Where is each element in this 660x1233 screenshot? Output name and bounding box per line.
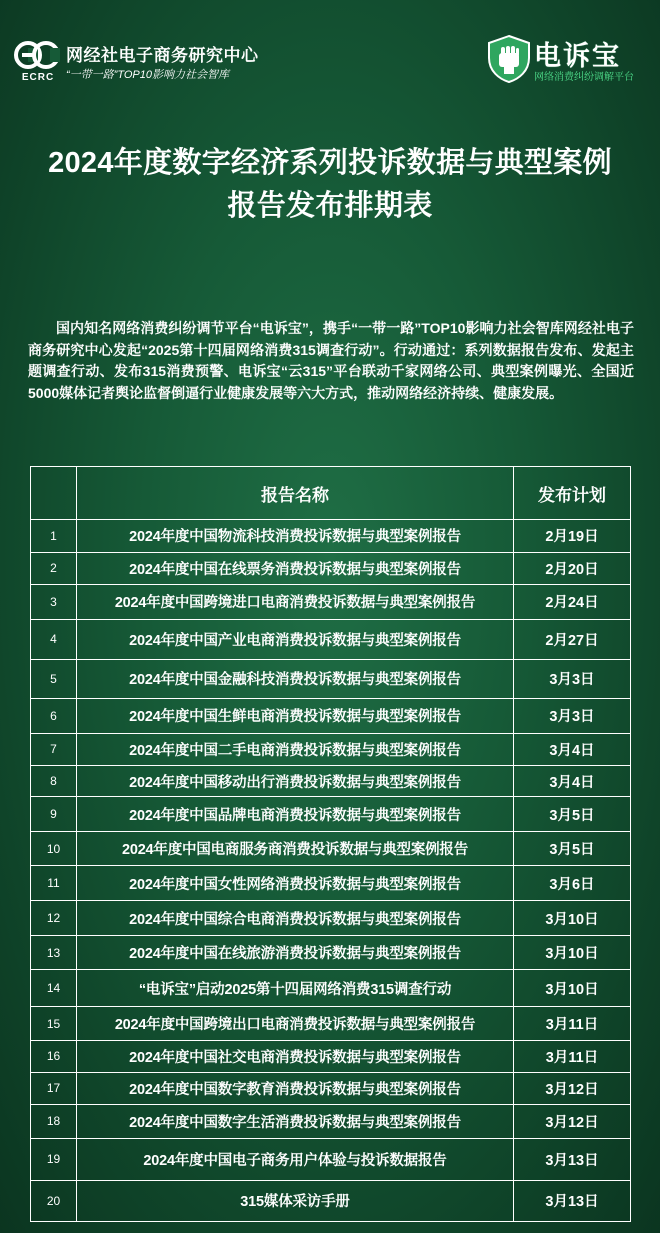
row-number: 4 [31,619,77,659]
report-name: 2024年度中国产业电商消费投诉数据与典型案例报告 [77,619,514,659]
release-date: 3月3日 [514,659,631,698]
row-number: 20 [31,1180,77,1221]
column-header-number [31,467,77,520]
row-number: 12 [31,901,77,936]
table-row [31,1104,631,1138]
table-row [31,1072,631,1104]
row-number: 5 [31,659,77,698]
report-name: 2024年度中国社交电商消费投诉数据与典型案例报告 [77,1040,514,1072]
report-name: 2024年度中国金融科技消费投诉数据与典型案例报告 [77,659,514,698]
table-row [31,733,631,765]
ecrc-org-name: 网经社电子商务研究中心 [66,46,259,65]
release-date: 3月10日 [514,901,631,936]
report-name: 2024年度中国女性网络消费投诉数据与典型案例报告 [77,866,514,901]
table-row [31,765,631,797]
ecrc-abbreviation: ECRC [21,72,55,83]
release-date: 3月12日 [514,1072,631,1104]
table-row [31,1180,631,1221]
report-name: 2024年度中国跨境出口电商消费投诉数据与典型案例报告 [77,1007,514,1041]
table-row [31,866,631,901]
row-number: 1 [31,520,77,553]
row-number: 14 [31,970,77,1007]
report-name: “电诉宝”启动2025第十四届网络消费315调查行动 [77,970,514,1007]
report-name: 2024年度中国数字生活消费投诉数据与典型案例报告 [77,1104,514,1138]
column-header-release-date: 发布计划 [514,467,631,520]
release-date: 3月10日 [514,936,631,970]
report-name: 2024年度中国物流科技消费投诉数据与典型案例报告 [77,520,514,553]
platform-name: 电诉宝 [534,41,621,71]
release-date: 3月4日 [514,733,631,765]
title-line-1: 2024年度数字经济系列投诉数据与典型案例 [48,147,612,179]
ecrc-brand [14,38,284,86]
row-number: 15 [31,1007,77,1041]
report-name: 2024年度中国在线旅游消费投诉数据与典型案例报告 [77,936,514,970]
table-header-row [31,467,631,520]
report-name: 2024年度中国数字教育消费投诉数据与典型案例报告 [77,1072,514,1104]
intro-paragraph: 国内知名网络消费纠纷调节平台“电诉宝”，携手“一带一路”TOP10影响力社会智库网经社电子商务研究中心发起“2025第十四届网络消费315调查行动”。行动通过：系列数据报告发布、发起主题调查行动、发布315消费预警、电诉宝“云315”平台联动千家网络公司、典型案例曝光、全国近5000媒体记者舆论监督倒逼行业健康发展等六大方式，推动网络经济持续、健康发展。 [28,320,634,401]
table-row [31,698,631,733]
row-number: 10 [31,832,77,866]
table-row [31,1040,631,1072]
page-header [0,0,660,100]
report-name: 315媒体采访手册 [77,1180,514,1221]
release-date: 3月13日 [514,1180,631,1221]
report-schedule-table [30,466,631,1222]
row-number: 9 [31,797,77,832]
report-name: 2024年度中国电商服务商消费投诉数据与典型案例报告 [77,832,514,866]
table-row [31,936,631,970]
release-date: 3月11日 [514,1040,631,1072]
table-row [31,1138,631,1180]
release-date: 3月5日 [514,797,631,832]
table-row [31,520,631,553]
table-row [31,659,631,698]
report-name: 2024年度中国跨境进口电商消费投诉数据与典型案例报告 [77,584,514,619]
ecrc-slogan: “一带一路”TOP10影响力社会智库 [66,69,229,81]
report-name: 2024年度中国生鲜电商消费投诉数据与典型案例报告 [77,698,514,733]
table-row [31,797,631,832]
release-date: 2月24日 [514,584,631,619]
release-date: 2月27日 [514,619,631,659]
dianshubao-brand [486,34,646,86]
column-header-report-name: 报告名称 [77,467,514,520]
row-number: 11 [31,866,77,901]
row-number: 2 [31,552,77,584]
row-number: 8 [31,765,77,797]
row-number: 16 [31,1040,77,1072]
report-name: 2024年度中国在线票务消费投诉数据与典型案例报告 [77,552,514,584]
release-date: 3月13日 [514,1138,631,1180]
table-row [31,1007,631,1041]
release-date: 2月20日 [514,552,631,584]
release-date: 3月10日 [514,970,631,1007]
row-number: 7 [31,733,77,765]
release-date: 3月5日 [514,832,631,866]
table-row [31,552,631,584]
shield-fist-icon [486,34,534,84]
row-number: 19 [31,1138,77,1180]
release-date: 3月3日 [514,698,631,733]
row-number: 3 [31,584,77,619]
release-date: 3月12日 [514,1104,631,1138]
release-date: 2月19日 [514,520,631,553]
report-name: 2024年度中国品牌电商消费投诉数据与典型案例报告 [77,797,514,832]
release-date: 3月6日 [514,866,631,901]
table-row [31,970,631,1007]
platform-tagline: 网络消费纠纷调解平台 [534,72,634,83]
row-number: 6 [31,698,77,733]
release-date: 3月4日 [514,765,631,797]
row-number: 17 [31,1072,77,1104]
report-name: 2024年度中国二手电商消费投诉数据与典型案例报告 [77,733,514,765]
row-number: 13 [31,936,77,970]
table-body [31,520,631,1222]
table-row [31,584,631,619]
report-name: 2024年度中国移动出行消费投诉数据与典型案例报告 [77,765,514,797]
page-title [0,142,660,228]
table-row [31,901,631,936]
table-row [31,832,631,866]
report-name: 2024年度中国电子商务用户体验与投诉数据报告 [77,1138,514,1180]
report-name: 2024年度中国综合电商消费投诉数据与典型案例报告 [77,901,514,936]
release-date: 3月11日 [514,1007,631,1041]
table-row [31,619,631,659]
title-line-2: 报告发布排期表 [227,190,433,222]
row-number: 18 [31,1104,77,1138]
